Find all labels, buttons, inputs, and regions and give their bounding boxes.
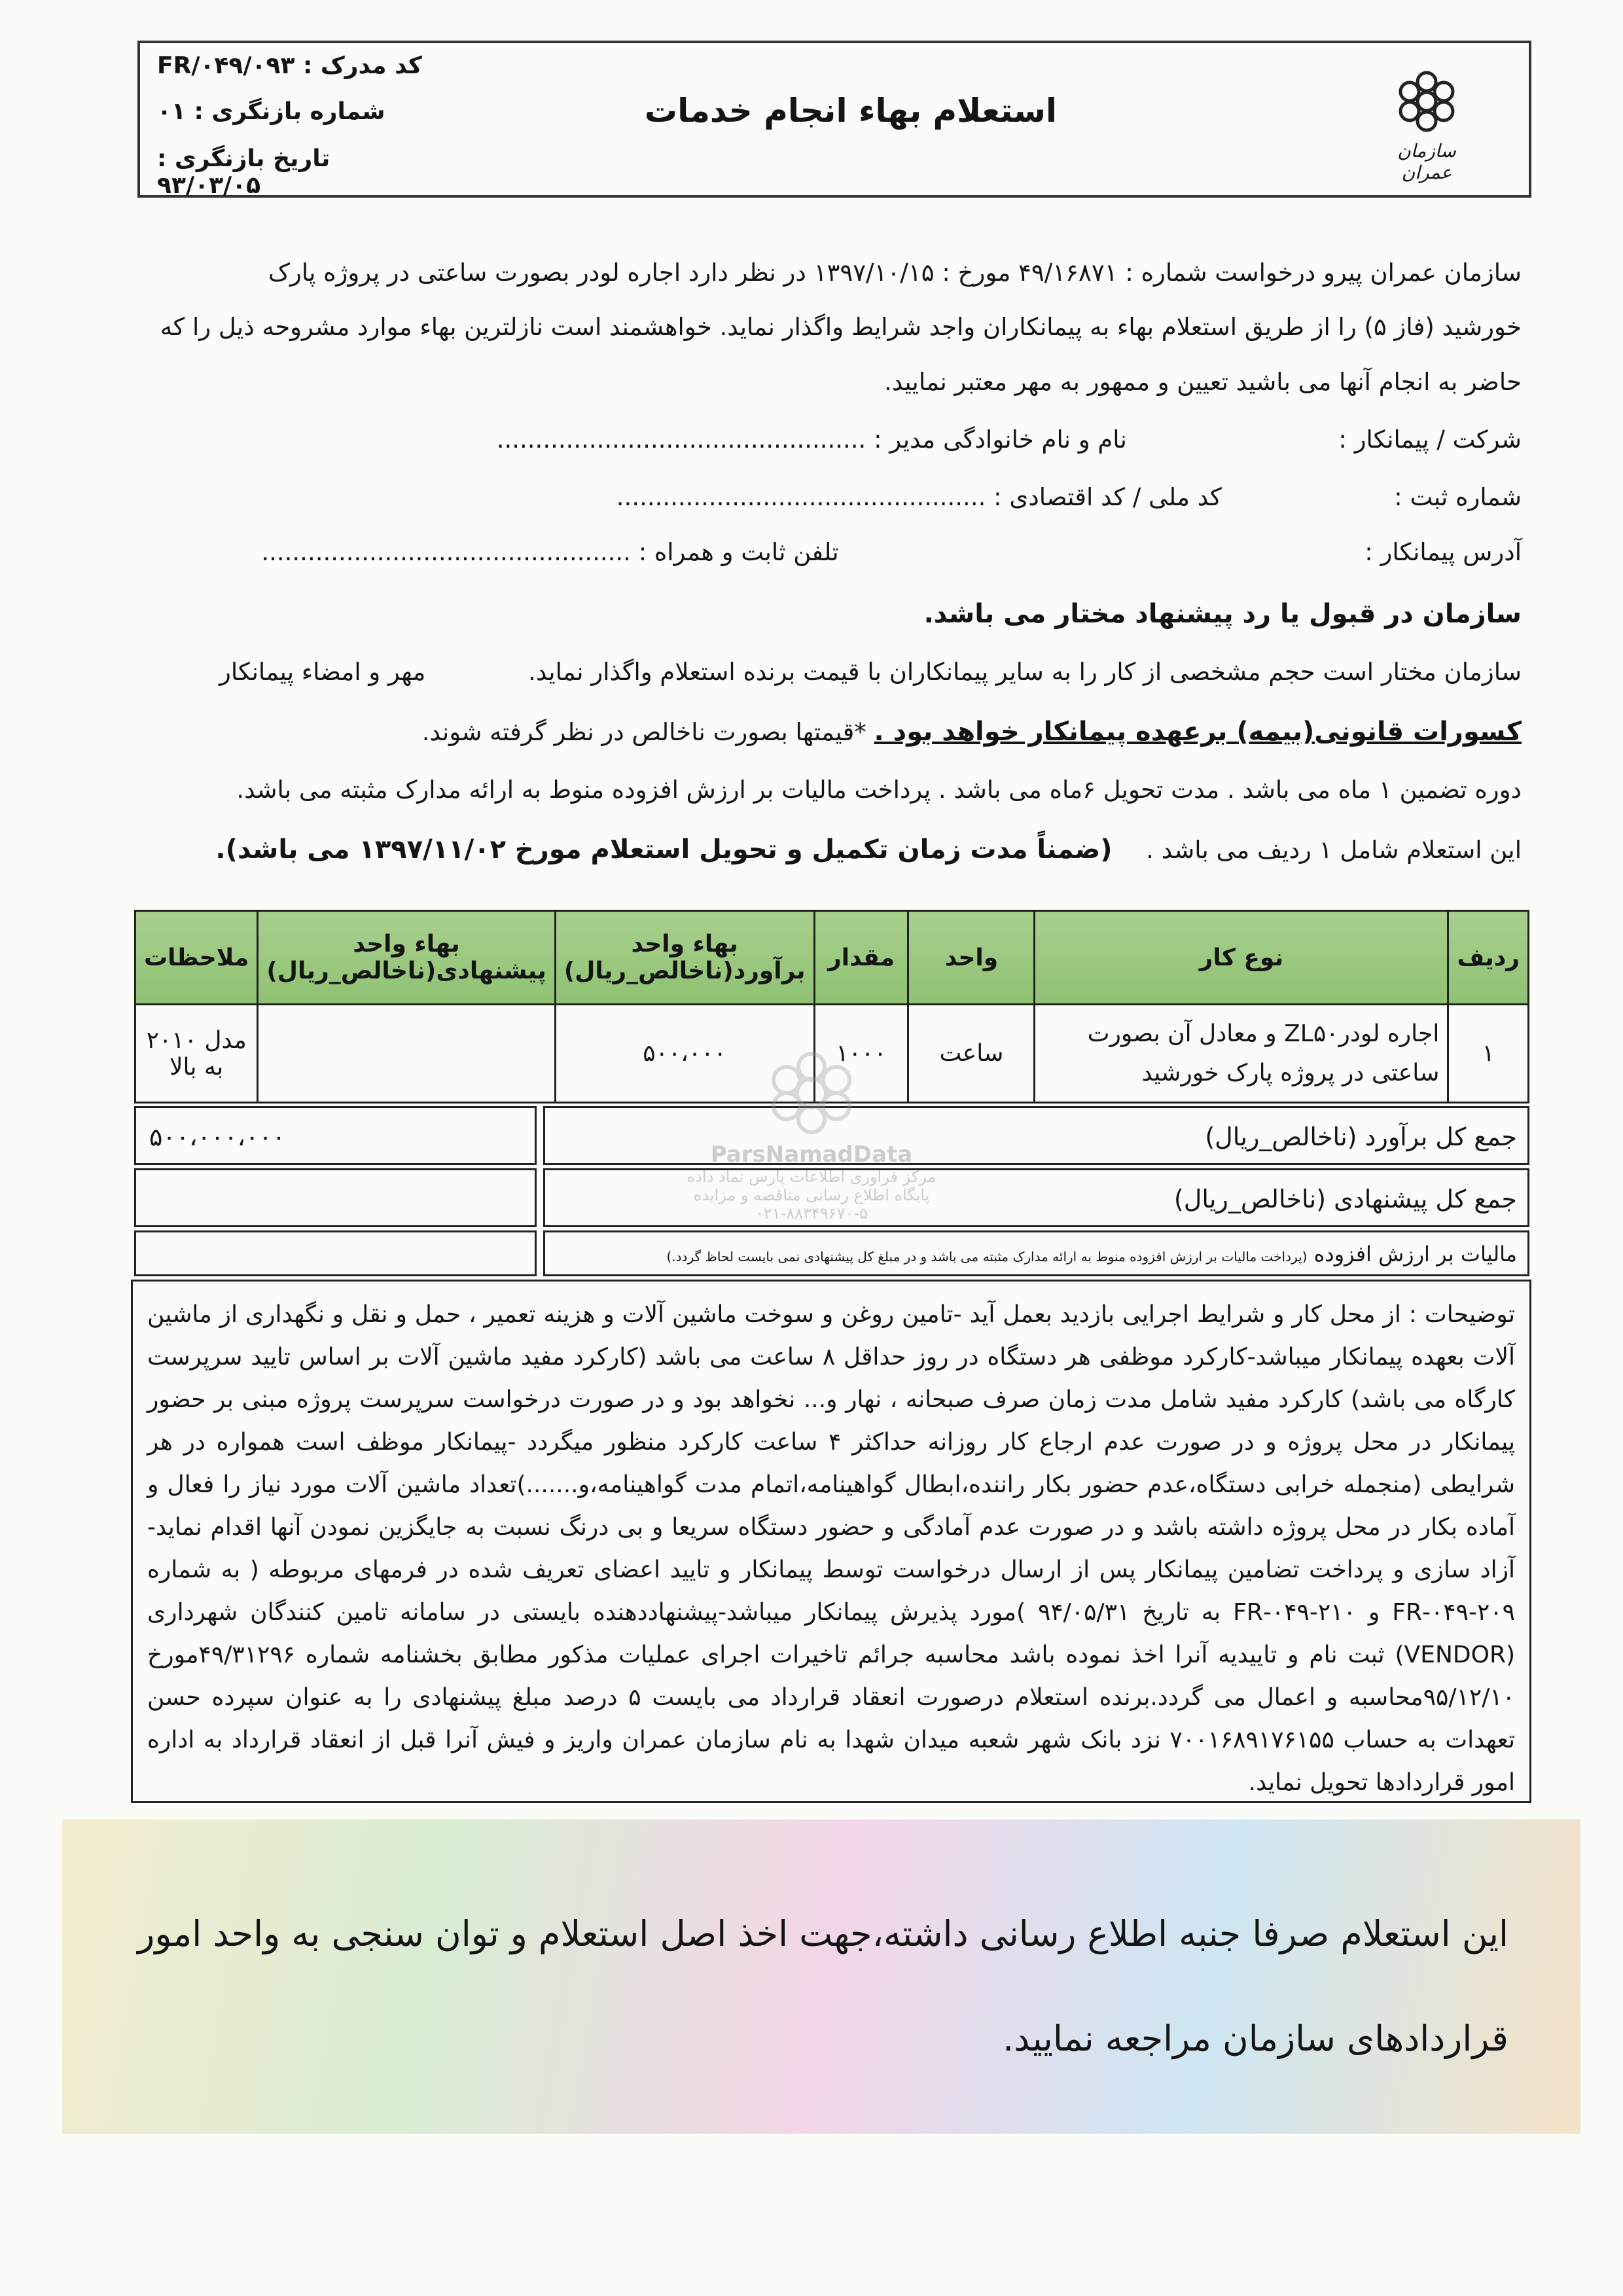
address-field[interactable]: آدرس پیمانکار : تلفن ثابت و همراه : ................................................ [261, 538, 1522, 566]
notes-section: توضیحات : از محل کار و شرایط اجرایی بازدید بعمل آید -تامین روغن و سوخت ماشین آلات و هزینه تعمیر ، حمل و نقل و نگهداری از ماشین آلات بعهده پیمانکار میباشد-کارکرد موظفی هر دستگاه در روز حداقل ۸ ساعت می باشد (کارکرد مفید ماشین آلات بر اساس تایید سرپرست کارگاه می باشد) کارکرد مفید شامل مدت زمان صرف صبحانه ، نهار و... نخواهد بود و در صورت درخواست سرپرست پروژه مبنی بر حضور پیمانکار در محل پروژه و در صورت عدم ارجاع کار روزانه حداکثر ۴ ساعت کارکرد منظور میگردد -پیمانکار موظف است همواره در هر شرایطی (منجمله خرابی دستگاه،عدم حضور بکار راننده،ابطال گواهینامه،اتمام مدت گواهینامه،و.......)تعداد ماشین آلات مورد نیاز را فعال و آماده بکار در محل پروژه داشته باشد و در صورت عدم آمادگی و حضور دستگاه سریعا و بی درنگ نسبت به جایگزین نمودن آنها اقدام نماید-آزاد سازی و پرداخت تضامین پیمانکار پس از ارسال درخواست توسط پیمانکار و تایید اعضای تعریف شده در فرمهای مربوطه ( به شماره ۲۰۹-۰۴۹-FR و ۲۱۰-۰۴۹-FR به تاریخ ۹۴/۰۵/۳۱ )مورد پذیرش پیمانکار میباشد-پیشنهاددهنده بایستی در سامانه تامین کنندگان شهرداری (VENDOR) ثبت نام و تاییدیه آنرا اخذ نموده باشد محاسبه جرائم تاخیرات اجرای عملیات مذکور مطابق بخشنامه شماره ۴۹/۳۱۲۹۶مورخ ۹۵/۱۲/۱۰محاسبه و اعمال می گردد.برنده استعلام درصورت انعقاد قرارداد می بایست ۵ درصد مبلغ پیشنهادی را به عنوان سپرده حسن تعهدات به حساب ۷۰۰۱۶۸۹۱۷۶۱۵۵ نزد بانک شهر شعبه میدان شهدا به نام سازمان عمران واریز و فیش آنرا قبل از انعقاد قرارداد به اداره امور قراردادها تحویل نماید. [131, 1280, 1531, 1803]
organization-logo [1371, 65, 1482, 183]
revision-date: تاریخ بازنگری : ۹۳/۰۳/۰۵ [157, 145, 330, 199]
sum-offer-value-cell[interactable] [134, 1168, 537, 1227]
rows-count-note: این استعلام شامل ۱ ردیف می باشد . [1146, 836, 1522, 864]
cell-row: ۱ [1448, 1005, 1529, 1103]
col-offer-price: بهاء واحد پیشنهادی(ناخالص_ریال) [258, 911, 555, 1005]
intro-line-3: حاضر به انجام آنها می باشید تعیین و ممهور به مهر معتبر نمایید. [884, 368, 1522, 396]
vat-note: (پرداخت مالیات بر ارزش افزوده منوط به ارائه مدارک مثبته می باشد و در مبلغ کل پیشنهادی نمی بایست لحاظ گردد.) [666, 1249, 1308, 1265]
intro-line-1: سازمان عمران پیرو درخواست شماره : ۴۹/۱۶۸۷۱ مورخ : ۱۳۹۷/۱۰/۱۵ در نظر دارد اجاره لودر بصورت ساعتی در پروژه پارک [268, 259, 1522, 287]
rows-count-row [215, 834, 1522, 865]
volume-note: سازمان مختار است حجم مشخصی از کار را به سایر پیمانکاران با قیمت برنده استعلام واگذار نماید. [528, 658, 1522, 686]
deductions-row [422, 717, 1522, 747]
cell-est-price: ۵۰۰،۰۰۰ [555, 1005, 814, 1103]
col-work-type: نوع کار [1035, 911, 1448, 1005]
manager-label: نام و نام خانوادگی مدیر : [874, 425, 1127, 454]
deadline-note: (ضمناً مدت زمان تکمیل و تحویل استعلام مورخ ۱۳۹۷/۱۱/۰۲ می باشد). [215, 834, 1113, 865]
reg-no-label: شماره ثبت : [1394, 483, 1522, 511]
watermark [654, 1047, 969, 1223]
sum-offer-label: جمع کل پیشنهادی (ناخالص_ریال) [1173, 1185, 1517, 1213]
vat-value-cell[interactable] [134, 1230, 537, 1276]
intro-line-2: خورشید (فاز ۵) را از طریق استعلام بهاء به پیمانکاران واجد شرایط واگذار نماید. خواهشمند است نازلترین بهاء موارد مشروحه ذیل را که [160, 313, 1522, 341]
sum-est-value: ۵۰۰،۰۰۰،۰۰۰ [149, 1122, 286, 1151]
company-field[interactable]: شرکت / پیمانکار : نام و نام خانوادگی مدیر : ................................................ [496, 425, 1522, 454]
watermark-line-2: پایگاه اطلاع رسانی مناقصه و مزایده [693, 1186, 930, 1204]
cell-offer-price[interactable] [258, 1005, 555, 1103]
flower-emblem-icon [1387, 65, 1466, 137]
watermark-phone: ۰۲۱-۸۸۳۴۹۶۷۰-۵ [755, 1204, 868, 1223]
page-title: استعلام بهاء انجام خدمات [644, 92, 1058, 130]
col-quantity: مقدار [814, 911, 908, 1005]
cell-quantity: ۱۰۰۰ [814, 1005, 908, 1103]
sum-est-value-cell [134, 1106, 537, 1165]
phone-label: تلفن ثابت و همراه : [638, 538, 839, 566]
vat-label: مالیات بر ارزش افزوده [1313, 1242, 1517, 1266]
doc-code: کد مدرک : FR/۰۴۹/۰۹۳ [157, 52, 422, 79]
vat-label-cell [543, 1230, 1529, 1276]
col-est-price: بهاء واحد برآورد(ناخالص_ریال) [555, 911, 814, 1005]
col-notes: ملاحظات [135, 911, 258, 1005]
address-label: آدرس پیمانکار : [1364, 538, 1522, 566]
cell-notes: مدل ۲۰۱۰ به بالا [135, 1005, 258, 1103]
watermark-emblem-icon [759, 1047, 864, 1139]
col-unit: واحد [908, 911, 1035, 1005]
footer-notice: این استعلام صرفا جنبه اطلاع رسانی داشته،جهت اخذ اصل استعلام و توان سنجی به واحد امور قراردادهای سازمان مراجعه نمایید. [62, 1820, 1580, 2134]
deductions-note: کسورات قانونی(بیمه) برعهده پیمانکار خواهد بود . [874, 717, 1522, 747]
company-label: شرکت / پیمانکار : [1338, 425, 1522, 454]
sum-est-label: جمع کل برآورد (ناخالص_ریال) [1205, 1122, 1517, 1151]
terms-note: دوره تضمین ۱ ماه می باشد . مدت تحویل ۶ماه می باشد . پرداخت مالیات بر ارزش افزوده منوط به ارائه مدارک مثبته می باشد. [236, 776, 1522, 804]
contractor-seal-label: مهر و امضاء پیمانکار [219, 658, 426, 686]
table-header-row [135, 911, 1529, 1005]
logo-caption: سازمان عمران [1397, 140, 1456, 183]
cell-unit: ساعت [908, 1005, 1035, 1103]
col-row: ردیف [1448, 911, 1529, 1005]
watermark-line-1: مرکز فراوری اطلاعات پارس نماد داده [687, 1168, 936, 1186]
watermark-brand: ParsNamadData [710, 1141, 913, 1168]
revision-number: شماره بازنگری : ۰۱ [157, 98, 385, 125]
registration-field[interactable]: شماره ثبت : کد ملی / کد اقتصادی : ................................................ [616, 483, 1522, 511]
net-prices-note: *قیمتها بصورت ناخالص در نظر گرفته شوند. [421, 718, 866, 746]
national-code-label: کد ملی / کد اقتصادی : [993, 483, 1222, 511]
accept-reject-note: سازمان در قبول یا رد پیشنهاد مختار می باشد. [923, 599, 1522, 629]
cell-work-type: اجاره لودرZL۵۰ و معادل آن بصورت ساعتی در پروژه پارک خورشید [1035, 1005, 1448, 1103]
